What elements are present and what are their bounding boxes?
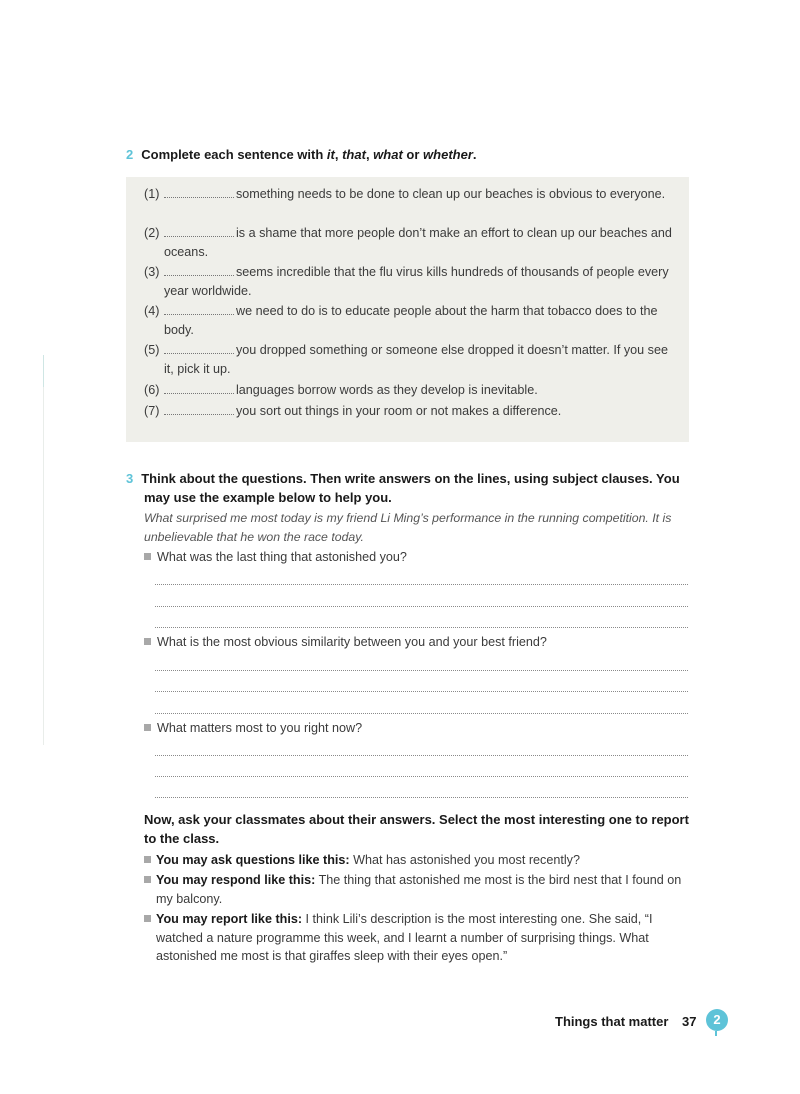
footer-unit-title: Things that matter: [555, 1014, 669, 1029]
item-number: (7): [144, 404, 160, 418]
page-number: 37: [682, 1014, 697, 1029]
exercise-number: 3: [126, 471, 134, 486]
answer-blank[interactable]: [164, 303, 234, 315]
answer-line[interactable]: [155, 606, 688, 607]
sentence-item-4: [144, 302, 674, 339]
margin-rule-mark: [43, 355, 44, 387]
followup-heading: Now, ask your classmates about their answers. Select the most interesting one to report to the class.: [144, 812, 689, 846]
followup-item-2: You may respond like this: The thing that astonished me most is the bird nest that I found on my balcony.: [144, 871, 689, 908]
answer-line[interactable]: [155, 691, 688, 692]
example-answer: What surprised me most today is my friend Li Ming’s performance in the running competition. It is unbelievable that he won the race today.: [144, 511, 672, 544]
bullet-icon: [144, 724, 151, 731]
answer-line[interactable]: [155, 797, 688, 798]
exercise-instruction: Complete each sentence with it, that, what or whether.: [141, 147, 477, 162]
followup-item-1: You may ask questions like this: What has astonished you most recently?: [144, 851, 689, 870]
sentence-text: you sort out things in your room or not makes a difference.: [236, 404, 562, 418]
exercise-3-heading: [126, 469, 686, 507]
sentence-text: is a shame that more people don’t make an effort to clean up our beaches and oceans.: [164, 226, 672, 259]
sentence-text: you dropped something or someone else dropped it doesn’t matter. If you see it, pick it up.: [164, 343, 668, 376]
answer-blank[interactable]: [164, 403, 234, 415]
sentence-text: we need to do is to educate people about the harm that tobacco does to the body.: [164, 304, 658, 337]
question-text: What matters most to you right now?: [157, 721, 363, 735]
bullet-icon: [144, 856, 151, 863]
sentence-item-5: [144, 341, 674, 378]
item-number: (4): [144, 304, 160, 318]
exercise-2-heading: [126, 145, 477, 164]
bullet-icon: [144, 876, 151, 883]
bullet-icon: [144, 553, 151, 560]
answer-blank[interactable]: [164, 264, 234, 276]
sentence-text: something needs to be done to clean up our beaches is obvious to everyone.: [236, 187, 666, 201]
answer-line[interactable]: [155, 627, 688, 628]
sentence-item-2: [144, 224, 674, 261]
answer-line[interactable]: [155, 755, 688, 756]
sentence-text: languages borrow words as they develop is inevitable.: [236, 383, 538, 397]
question-2: [144, 633, 689, 651]
question-3: [144, 719, 689, 737]
question-text: What is the most obvious similarity between you and your best friend?: [157, 635, 547, 649]
item-number: (2): [144, 226, 160, 240]
item-number: (5): [144, 343, 160, 357]
sentence-item-3: [144, 263, 674, 300]
exercise-number: 2: [126, 147, 134, 162]
answer-line[interactable]: [155, 713, 688, 714]
answer-blank[interactable]: [164, 342, 234, 354]
answer-line[interactable]: [155, 776, 688, 777]
sentence-item-1: [144, 185, 674, 204]
bullet-icon: [144, 638, 151, 645]
exercise-instruction: Think about the questions. Then write answers on the lines, using subject clauses. You may use the example below to help you.: [141, 471, 680, 505]
item-number: (6): [144, 383, 160, 397]
margin-rule: [43, 355, 44, 745]
sentence-item-6: [144, 381, 674, 400]
answer-blank[interactable]: [164, 225, 234, 237]
answer-line[interactable]: [155, 670, 688, 671]
answer-line[interactable]: [155, 584, 688, 585]
item-number: (3): [144, 265, 160, 279]
unit-badge: 2: [706, 1009, 728, 1031]
question-1: [144, 548, 689, 566]
question-text: What was the last thing that astonished you?: [157, 550, 407, 564]
bullet-icon: [144, 915, 151, 922]
answer-blank[interactable]: [164, 382, 234, 394]
sentence-text: seems incredible that the flu virus kills hundreds of thousands of people every year worldwide.: [164, 265, 669, 298]
item-number: (1): [144, 187, 160, 201]
followup-item-3: You may report like this: I think Lili’s description is the most interesting one. She said, “I watched a nature programme this week, and I learnt a number of surprising things. What astonished me most is that giraffes sleep with their eyes open.”: [144, 910, 689, 966]
unit-badge-tick: [715, 1031, 717, 1036]
answer-blank[interactable]: [164, 186, 234, 198]
sentence-item-7: [144, 402, 674, 421]
